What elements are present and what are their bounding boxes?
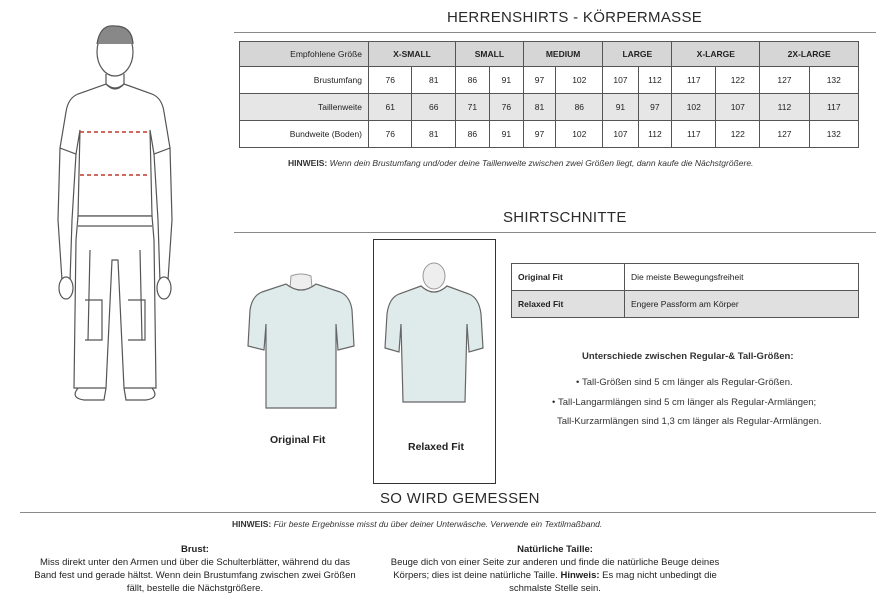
table-cell: 81 <box>523 94 555 121</box>
bullet-icon: • <box>576 377 582 388</box>
table-cell: 102 <box>556 121 603 148</box>
measure-note <box>232 519 602 529</box>
table-cell: 97 <box>523 67 555 94</box>
note-text: Für beste Ergebnisse misst du über deiner Unterwäsche. Verwende ein Textilmaßband. <box>273 519 603 529</box>
table-cell: 91 <box>489 121 523 148</box>
original-fit-caption: Original Fit <box>270 434 326 446</box>
table-cell: 86 <box>455 121 489 148</box>
table-cell: 107 <box>603 67 638 94</box>
note-text: Wenn dein Brustumfang und/oder deine Taillenweite zwischen zwei Größen liegt, dann kaufe die Nächstgrößere. <box>329 158 754 168</box>
fit-description: Engere Passform am Körper <box>625 291 859 318</box>
table-cell: 71 <box>455 94 489 121</box>
table-cell: 132 <box>809 67 858 94</box>
cuts-divider <box>234 232 876 233</box>
relaxed-fit-caption: Relaxed Fit <box>408 441 465 453</box>
table-cell: 107 <box>716 94 760 121</box>
original-fit-shirt <box>246 270 356 415</box>
header-cell: 2X-LARGE <box>760 42 859 67</box>
table-cell: 86 <box>455 67 489 94</box>
waist-hint: Hinweis: <box>560 570 600 581</box>
diff-bullet-2 <box>552 397 816 408</box>
table-row <box>512 264 859 291</box>
table-cell: 112 <box>638 121 672 148</box>
table-cell: 97 <box>523 121 555 148</box>
table-cell: 127 <box>760 67 809 94</box>
table-cell: 81 <box>412 67 455 94</box>
table-row <box>512 291 859 318</box>
header-cell: SMALL <box>455 42 523 67</box>
fit-description: Die meiste Bewegungsfreiheit <box>625 264 859 291</box>
table-cell: 61 <box>369 94 412 121</box>
table-cell: 76 <box>489 94 523 121</box>
table-cell: 112 <box>760 94 809 121</box>
waist-text <box>390 556 720 595</box>
row-label: Taillenweite <box>240 94 369 121</box>
fit-name: Relaxed Fit <box>512 291 625 318</box>
diff-heading: Unterschiede zwischen Regular-& Tall-Größen: <box>582 351 794 362</box>
table-cell: 122 <box>716 67 760 94</box>
page-title: HERRENSHIRTS - KÖRPERMASSE <box>447 9 703 26</box>
size-table-header <box>240 42 859 67</box>
table-cell: 91 <box>603 94 638 121</box>
waist-title: Natürliche Taille: <box>517 544 593 555</box>
relaxed-fit-shirt <box>383 262 485 412</box>
waist-text-b: Es mag nicht unbedingt die schmalste Stelle sein. <box>509 570 717 594</box>
table-cell: 76 <box>369 67 412 94</box>
diff-bullet-2-cont: Tall-Kurzarmlängen sind 1,3 cm länger als Regular-Armlängen. <box>557 416 822 427</box>
table-cell: 127 <box>760 121 809 148</box>
table-cell: 102 <box>556 67 603 94</box>
table-row <box>240 94 859 121</box>
bullet-icon: • <box>552 397 558 408</box>
header-cell: X-LARGE <box>672 42 760 67</box>
row-label: Bundweite (Boden) <box>240 121 369 148</box>
bullet-text: Tall-Größen sind 5 cm länger als Regular-Größen. <box>581 377 793 388</box>
chest-instructions <box>30 543 360 595</box>
chest-text: Miss direkt unter den Armen und über die Schulterblätter, während du das Band fest und gerade hältst. Wenn dein Brustumfang zwischen zwei Größen fällt, bestelle die Nächstgrößere. <box>34 557 356 594</box>
header-cell: LARGE <box>603 42 672 67</box>
measure-divider <box>20 512 876 513</box>
table-cell: 91 <box>489 67 523 94</box>
row-label: Brustumfang <box>240 67 369 94</box>
table-cell: 117 <box>809 94 858 121</box>
table-row <box>240 67 859 94</box>
fits-table <box>511 263 859 318</box>
waist-instructions <box>390 543 720 595</box>
size-note <box>288 158 753 168</box>
note-label: HINWEIS: <box>232 519 272 529</box>
note-label: HINWEIS: <box>288 158 328 168</box>
cuts-title: SHIRTSCHNITTE <box>503 209 627 226</box>
table-cell: 117 <box>672 67 716 94</box>
header-cell: MEDIUM <box>523 42 603 67</box>
header-cell: Empfohlene Größe <box>240 42 369 67</box>
table-cell: 132 <box>809 121 858 148</box>
table-cell: 107 <box>603 121 638 148</box>
header-divider <box>234 32 876 33</box>
table-cell: 112 <box>638 67 672 94</box>
measure-title: SO WIRD GEMESSEN <box>380 490 540 507</box>
table-cell: 76 <box>369 121 412 148</box>
waist-text-a: Beuge dich von einer Seite zur anderen und finde die natürliche Beuge deines Körpers; dies ist deine natürliche Taille. <box>390 557 720 581</box>
table-cell: 81 <box>412 121 455 148</box>
man-figure-illustration <box>40 20 190 405</box>
table-cell: 117 <box>672 121 716 148</box>
table-cell: 122 <box>716 121 760 148</box>
bullet-text: Tall-Langarmlängen sind 5 cm länger als Regular-Armlängen; <box>557 397 817 408</box>
diff-bullet-1 <box>576 377 793 388</box>
table-row <box>240 121 859 148</box>
header-cell: X-SMALL <box>369 42 456 67</box>
table-cell: 97 <box>638 94 672 121</box>
table-cell: 66 <box>412 94 455 121</box>
fit-name: Original Fit <box>512 264 625 291</box>
chest-title: Brust: <box>181 544 209 555</box>
table-cell: 86 <box>556 94 603 121</box>
table-cell: 102 <box>672 94 716 121</box>
size-table <box>239 41 859 148</box>
